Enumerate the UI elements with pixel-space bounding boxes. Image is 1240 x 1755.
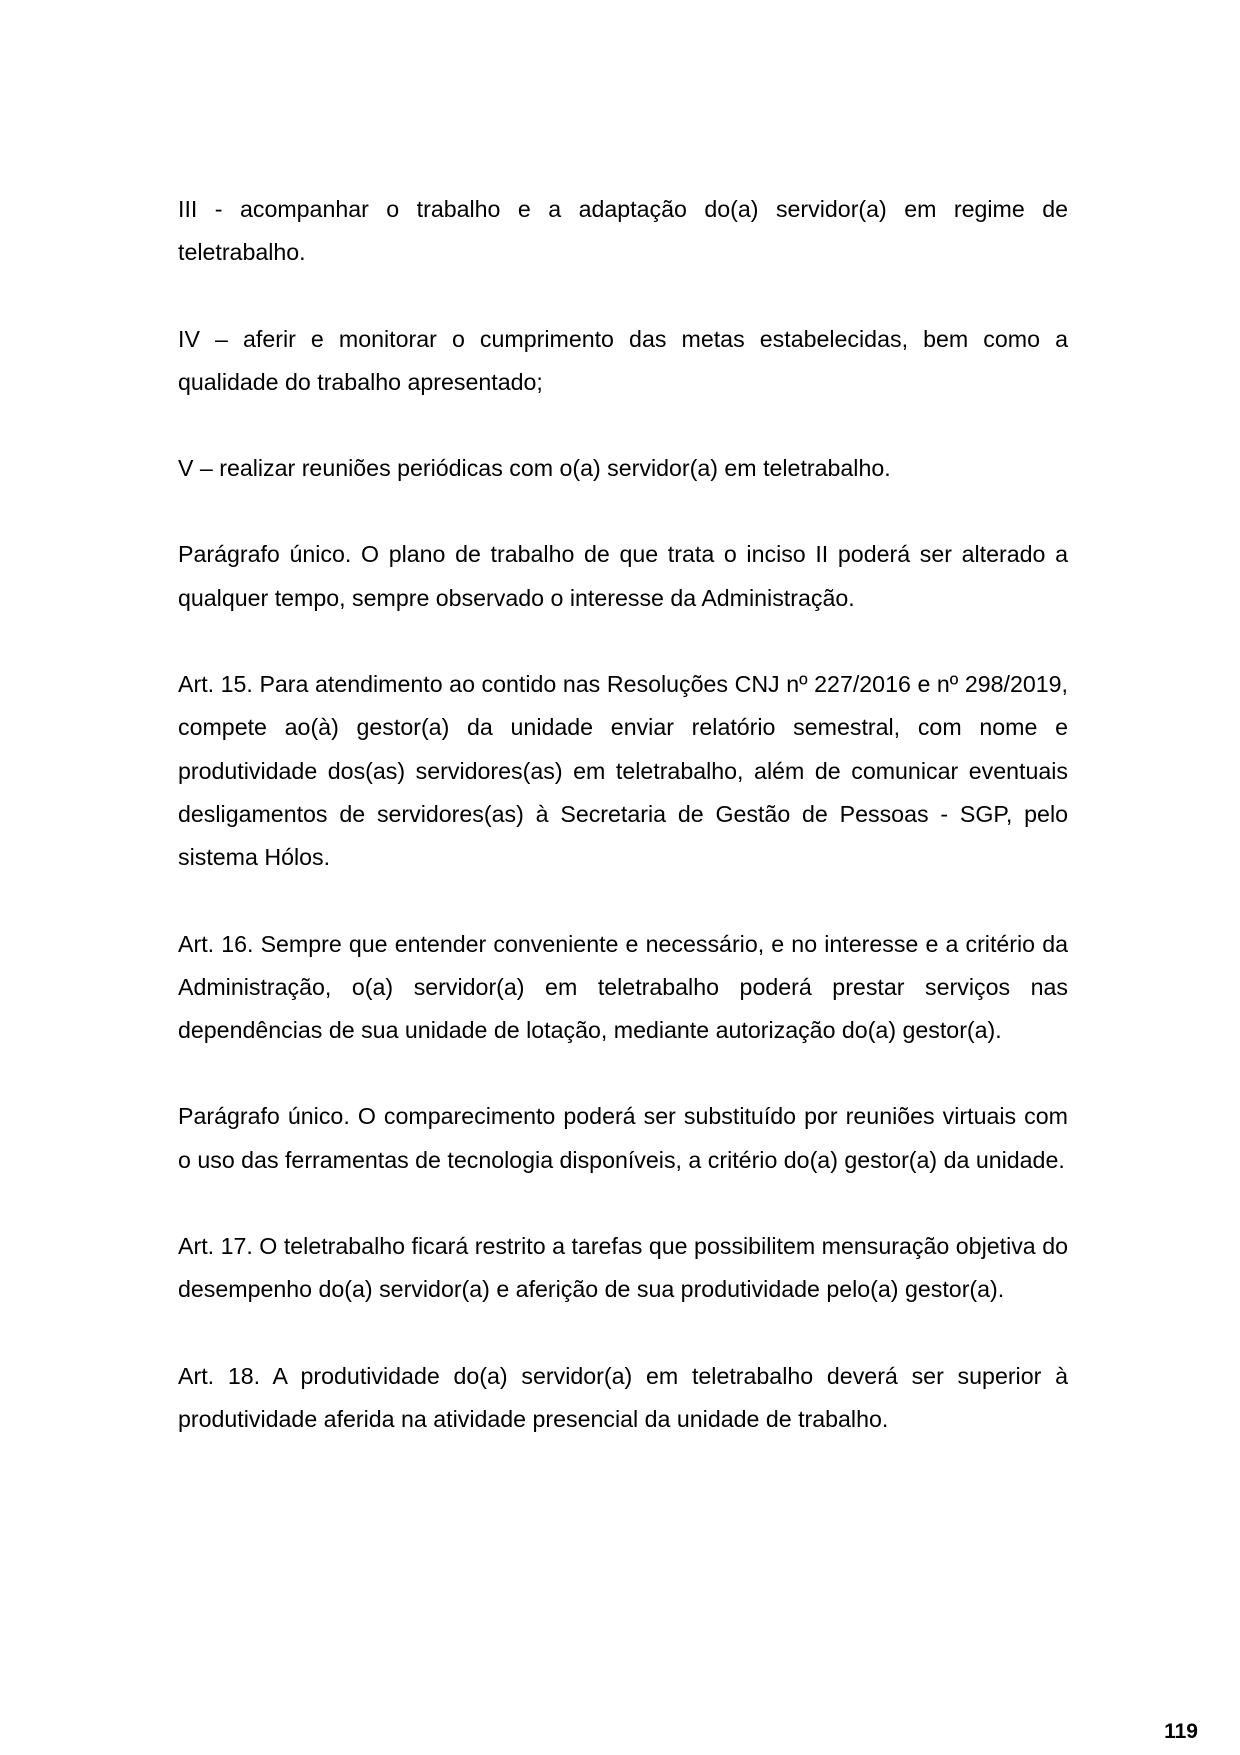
paragraph-art-16: Art. 16. Sempre que entender conveniente e necessário, e no interesse e a critério da Administração, o(a) servidor(a) em teletrabalho poderá prestar serviços nas dependências de sua unidade de lotação, mediante autorização do(a) gestor(a). bbox=[178, 930, 1068, 1044]
paragraph-art-18: Art. 18. A produtividade do(a) servidor(a) em teletrabalho deverá ser superior à produtividade aferida na atividade presencial da unidade de trabalho. bbox=[178, 1362, 1068, 1432]
paragraph-inciso-iii: III - acompanhar o trabalho e a adaptação do(a) servidor(a) em regime de teletrabalho. bbox=[178, 196, 1068, 266]
paragraph-inciso-v: V – realizar reuniões periódicas com o(a) servidor(a) em teletrabalho. bbox=[178, 455, 891, 482]
paragraph-inciso-iv: IV – aferir e monitorar o cumprimento das metas estabelecidas, bem como a qualidade do trabalho apresentado; bbox=[178, 325, 1068, 395]
paragraph-paragrafo-unico-plano: Parágrafo único. O plano de trabalho de que trata o inciso II poderá ser alterado a qualquer tempo, sempre observado o interesse da Administração. bbox=[178, 541, 1068, 611]
page-body bbox=[178, 188, 1068, 1441]
paragraph-art-15: Art. 15. Para atendimento ao contido nas Resoluções CNJ nº 227/2016 e nº 298/2019, compete ao(à) gestor(a) da unidade enviar relatório semestral, com nome e produtividade dos(as) servidores(as) em teletrabalho, além de comunicar eventuais desligamentos de servidores(as) à Secretaria de Gestão de Pessoas - SGP, pelo sistema Hólos. bbox=[178, 671, 1068, 871]
page-number: 119 bbox=[1164, 1720, 1198, 1743]
paragraph-paragrafo-unico-comparecimento: Parágrafo único. O comparecimento poderá ser substituído por reuniões virtuais com o uso das ferramentas de tecnologia disponíveis, a critério do(a) gestor(a) da unidade. bbox=[178, 1103, 1068, 1173]
paragraph-art-17: Art. 17. O teletrabalho ficará restrito a tarefas que possibilitem mensuração objetiva do desempenho do(a) servidor(a) e aferição de sua produtividade pelo(a) gestor(a). bbox=[178, 1233, 1068, 1303]
